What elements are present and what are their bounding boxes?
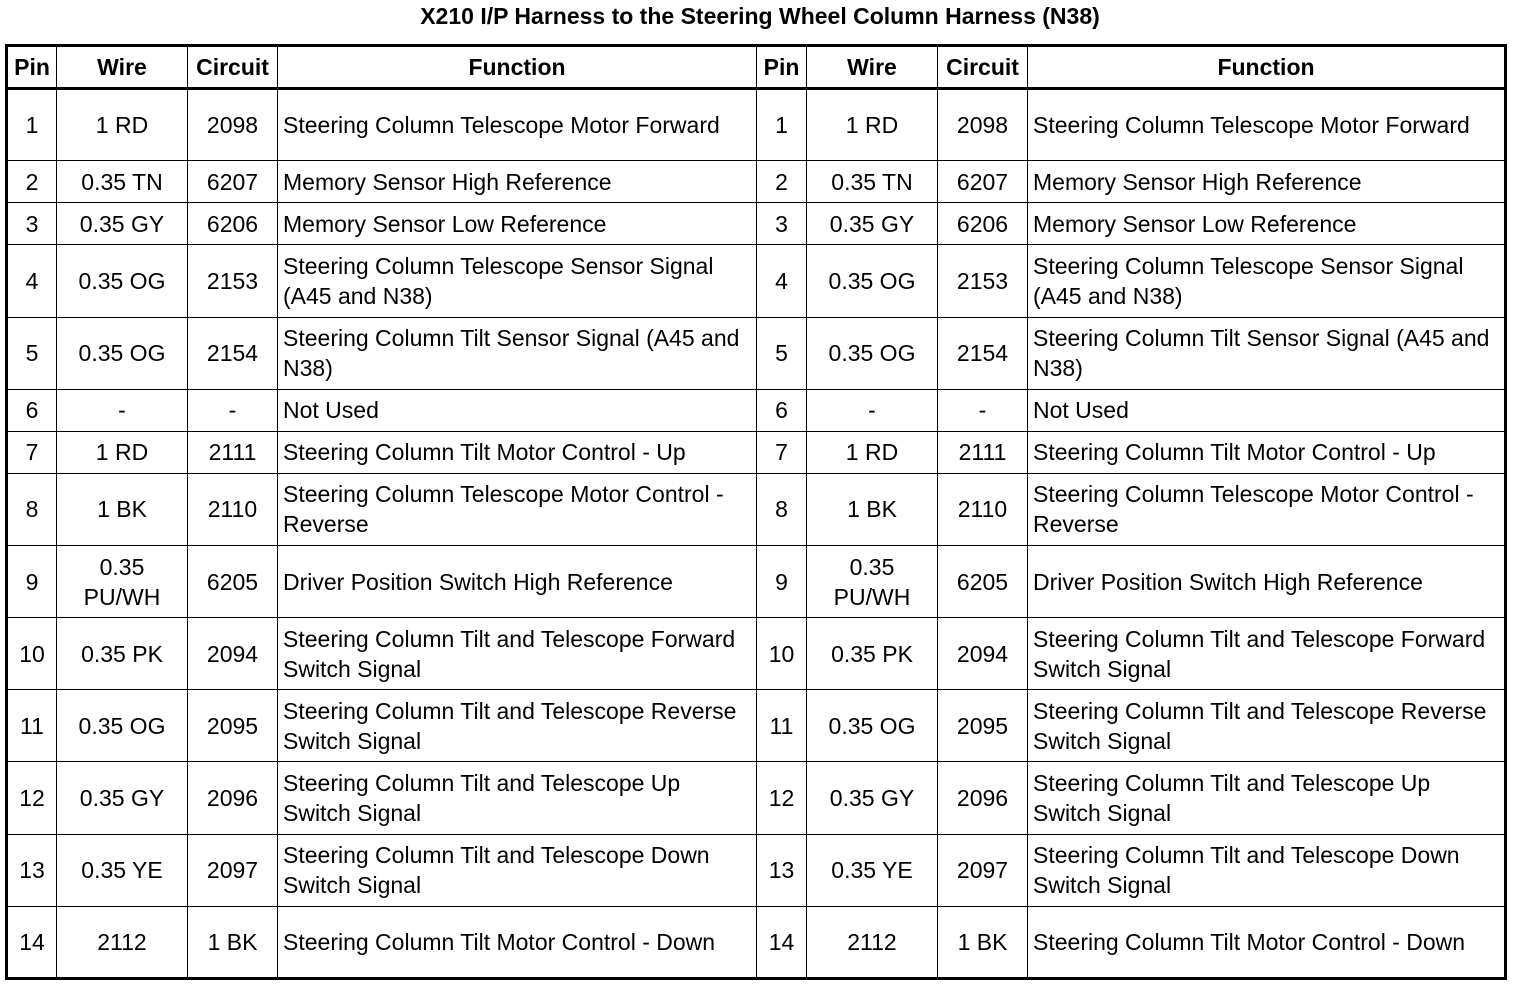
cell-pin-left: 11 (7, 690, 57, 762)
cell-pin-left: 13 (7, 834, 57, 906)
cell-wire-left: 2112 (57, 906, 188, 978)
cell-wire-right: 0.35 OG (807, 690, 938, 762)
table-row (7, 317, 1506, 389)
cell-circuit-left: 6206 (188, 203, 278, 245)
cell-function-right: Steering Column Tilt and Telescope Forward Switch Signal (1028, 618, 1506, 690)
cell-circuit-right: 6205 (938, 546, 1028, 618)
table-row (7, 161, 1506, 203)
header-pin-right: Pin (757, 46, 807, 89)
cell-wire-left: 0.35 OG (57, 690, 188, 762)
cell-wire-right: - (807, 389, 938, 431)
cell-wire-right: 0.35 PK (807, 618, 938, 690)
cell-function-left: Steering Column Telescope Sensor Signal (A45 and N38) (278, 245, 757, 317)
cell-wire-left: 1 BK (57, 473, 188, 545)
cell-pin-right: 7 (757, 431, 807, 473)
cell-function-right: Steering Column Tilt and Telescope Reverse Switch Signal (1028, 690, 1506, 762)
cell-pin-right: 10 (757, 618, 807, 690)
table-row (7, 431, 1506, 473)
cell-wire-left: 1 RD (57, 431, 188, 473)
cell-function-left: Steering Column Tilt and Telescope Up Switch Signal (278, 762, 757, 834)
cell-function-left: Not Used (278, 389, 757, 431)
table-row (7, 203, 1506, 245)
cell-function-right: Memory Sensor Low Reference (1028, 203, 1506, 245)
cell-circuit-left: 2094 (188, 618, 278, 690)
table-row (7, 389, 1506, 431)
cell-pin-right: 12 (757, 762, 807, 834)
cell-circuit-left: 2111 (188, 431, 278, 473)
cell-circuit-right: 2154 (938, 317, 1028, 389)
table-row (7, 690, 1506, 762)
cell-wire-left: 0.35 OG (57, 317, 188, 389)
cell-function-left: Steering Column Telescope Motor Forward (278, 89, 757, 161)
header-function-right: Function (1028, 46, 1506, 89)
cell-pin-right: 8 (757, 473, 807, 545)
cell-pin-left: 5 (7, 317, 57, 389)
cell-pin-left: 12 (7, 762, 57, 834)
cell-circuit-left: 2095 (188, 690, 278, 762)
cell-pin-right: 2 (757, 161, 807, 203)
cell-circuit-right: - (938, 389, 1028, 431)
cell-wire-left: 0.35 YE (57, 834, 188, 906)
cell-circuit-left: 2110 (188, 473, 278, 545)
cell-pin-right: 9 (757, 546, 807, 618)
cell-circuit-right: 2153 (938, 245, 1028, 317)
table-row (7, 473, 1506, 545)
cell-function-left: Steering Column Tilt and Telescope Forward Switch Signal (278, 618, 757, 690)
cell-function-right: Steering Column Telescope Motor Forward (1028, 89, 1506, 161)
cell-pin-left: 4 (7, 245, 57, 317)
cell-function-right: Steering Column Tilt and Telescope Down Switch Signal (1028, 834, 1506, 906)
cell-circuit-left: 6205 (188, 546, 278, 618)
cell-wire-right: 2112 (807, 906, 938, 978)
cell-circuit-left: 2154 (188, 317, 278, 389)
cell-circuit-right: 2111 (938, 431, 1028, 473)
cell-pin-left: 14 (7, 906, 57, 978)
cell-wire-left: 1 RD (57, 89, 188, 161)
cell-wire-right: 0.35 GY (807, 762, 938, 834)
cell-wire-left: 0.35 OG (57, 245, 188, 317)
cell-function-right: Steering Column Telescope Motor Control - Reverse (1028, 473, 1506, 545)
cell-wire-right: 1 RD (807, 89, 938, 161)
table-row (7, 89, 1506, 161)
cell-function-right: Steering Column Tilt Motor Control - Up (1028, 431, 1506, 473)
cell-wire-right: 0.35 TN (807, 161, 938, 203)
header-wire-right: Wire (807, 46, 938, 89)
cell-function-left: Memory Sensor High Reference (278, 161, 757, 203)
cell-circuit-right: 1 BK (938, 906, 1028, 978)
cell-wire-left: 0.35 TN (57, 161, 188, 203)
cell-circuit-left: 2097 (188, 834, 278, 906)
cell-function-left: Steering Column Tilt Motor Control - Down (278, 906, 757, 978)
cell-circuit-right: 2094 (938, 618, 1028, 690)
cell-function-left: Steering Column Tilt Sensor Signal (A45 and N38) (278, 317, 757, 389)
cell-wire-left: 0.35 GY (57, 203, 188, 245)
cell-circuit-right: 2096 (938, 762, 1028, 834)
cell-wire-right: 0.35 PU/WH (807, 546, 938, 618)
cell-circuit-left: 1 BK (188, 906, 278, 978)
cell-function-right: Steering Column Tilt Sensor Signal (A45 and N38) (1028, 317, 1506, 389)
cell-pin-right: 6 (757, 389, 807, 431)
cell-pin-left: 1 (7, 89, 57, 161)
cell-function-right: Steering Column Tilt and Telescope Up Switch Signal (1028, 762, 1506, 834)
header-row (7, 46, 1506, 89)
header-pin-left: Pin (7, 46, 57, 89)
cell-pin-left: 3 (7, 203, 57, 245)
cell-circuit-right: 6206 (938, 203, 1028, 245)
header-circuit-right: Circuit (938, 46, 1028, 89)
cell-circuit-left: - (188, 389, 278, 431)
cell-function-left: Steering Column Tilt and Telescope Reverse Switch Signal (278, 690, 757, 762)
cell-pin-right: 4 (757, 245, 807, 317)
cell-pin-left: 7 (7, 431, 57, 473)
cell-function-left: Steering Column Telescope Motor Control - Reverse (278, 473, 757, 545)
cell-circuit-right: 2110 (938, 473, 1028, 545)
cell-pin-right: 5 (757, 317, 807, 389)
cell-function-right: Driver Position Switch High Reference (1028, 546, 1506, 618)
table-row (7, 762, 1506, 834)
cell-wire-left: 0.35 GY (57, 762, 188, 834)
cell-wire-left: 0.35 PK (57, 618, 188, 690)
cell-circuit-left: 6207 (188, 161, 278, 203)
cell-circuit-left: 2098 (188, 89, 278, 161)
table-row (7, 906, 1506, 978)
cell-pin-right: 3 (757, 203, 807, 245)
cell-pin-right: 14 (757, 906, 807, 978)
cell-pin-right: 11 (757, 690, 807, 762)
cell-circuit-left: 2096 (188, 762, 278, 834)
cell-wire-right: 0.35 YE (807, 834, 938, 906)
cell-wire-right: 1 RD (807, 431, 938, 473)
cell-function-right: Steering Column Telescope Sensor Signal (A45 and N38) (1028, 245, 1506, 317)
table-row (7, 618, 1506, 690)
cell-function-left: Memory Sensor Low Reference (278, 203, 757, 245)
cell-wire-right: 0.35 OG (807, 317, 938, 389)
cell-circuit-right: 2098 (938, 89, 1028, 161)
cell-wire-left: - (57, 389, 188, 431)
table-row (7, 834, 1506, 906)
cell-function-right: Not Used (1028, 389, 1506, 431)
cell-circuit-right: 6207 (938, 161, 1028, 203)
cell-circuit-right: 2095 (938, 690, 1028, 762)
cell-function-left: Driver Position Switch High Reference (278, 546, 757, 618)
header-function-left: Function (278, 46, 757, 89)
cell-circuit-left: 2153 (188, 245, 278, 317)
cell-pin-left: 9 (7, 546, 57, 618)
cell-function-right: Steering Column Tilt Motor Control - Down (1028, 906, 1506, 978)
cell-wire-left: 0.35 PU/WH (57, 546, 188, 618)
table-row (7, 245, 1506, 317)
connector-table (5, 44, 1507, 980)
cell-wire-right: 0.35 GY (807, 203, 938, 245)
cell-function-left: Steering Column Tilt and Telescope Down Switch Signal (278, 834, 757, 906)
cell-pin-right: 13 (757, 834, 807, 906)
cell-pin-left: 6 (7, 389, 57, 431)
cell-function-left: Steering Column Tilt Motor Control - Up (278, 431, 757, 473)
cell-wire-right: 0.35 OG (807, 245, 938, 317)
cell-pin-right: 1 (757, 89, 807, 161)
table-row (7, 546, 1506, 618)
page-title: X210 I/P Harness to the Steering Wheel Column Harness (N38) (420, 3, 1100, 29)
cell-circuit-right: 2097 (938, 834, 1028, 906)
cell-pin-left: 10 (7, 618, 57, 690)
cell-wire-right: 1 BK (807, 473, 938, 545)
header-circuit-left: Circuit (188, 46, 278, 89)
cell-pin-left: 2 (7, 161, 57, 203)
cell-function-right: Memory Sensor High Reference (1028, 161, 1506, 203)
header-wire-left: Wire (57, 46, 188, 89)
cell-pin-left: 8 (7, 473, 57, 545)
